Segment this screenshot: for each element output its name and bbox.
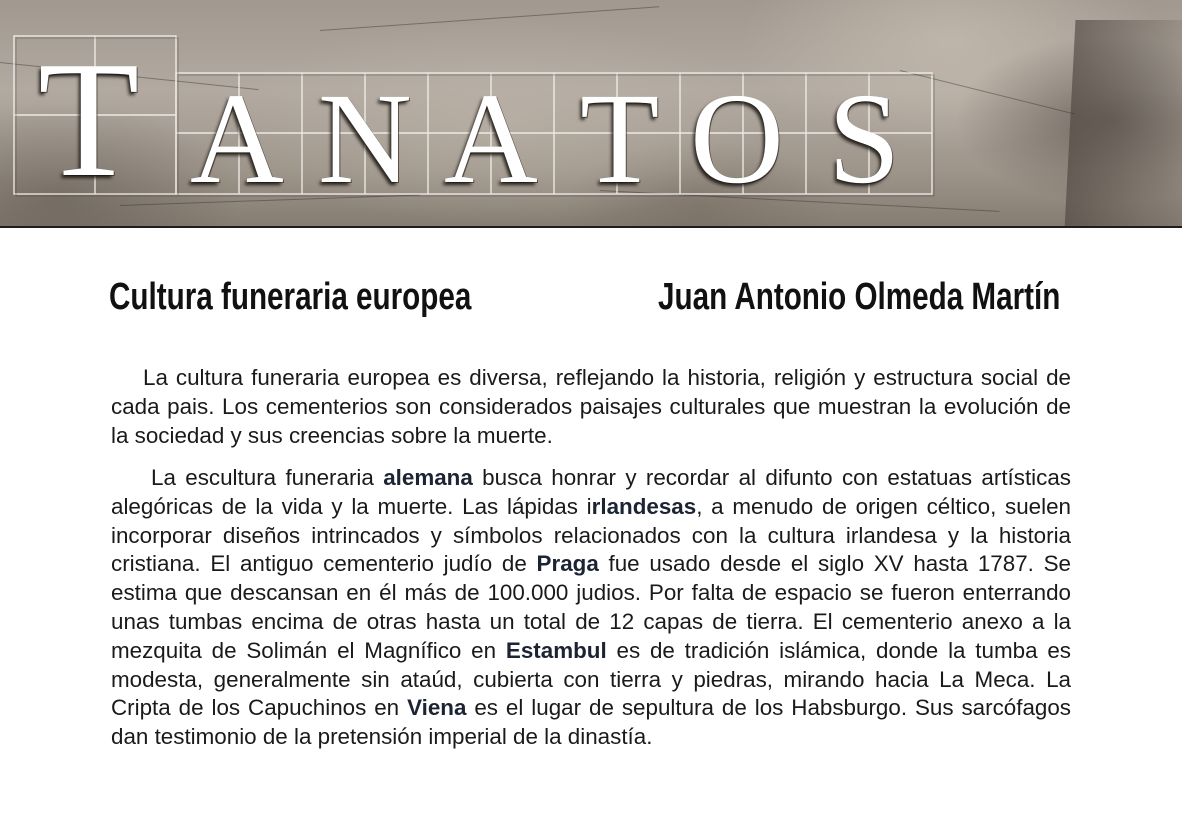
title-letter: T — [580, 67, 660, 211]
header-banner — [0, 0, 1182, 228]
title-letter: A — [190, 67, 284, 211]
title-letter: N — [318, 67, 412, 211]
paragraph-text: fue usado desde el siglo XV hasta 1787. Se estima que descansan en él más de 100.000 judios. Por falta de espacio se fueron enterrando unas tumbas encima de otras hasta un total de 12 capas de tierra. El cementerio anexo a la mezquita de Solimán el Magnífico en — [111, 551, 1071, 663]
highlight-country: rlandesas — [591, 493, 697, 519]
paragraph-text: , a menudo de origen céltico, suelen incorporar diseños intrincados y símbolos relacionados con la cultura irlandesa y la historia cristiana. El antiguo cementerio judío de — [111, 493, 1072, 577]
article-topic: Cultura funeraria europea — [109, 276, 472, 318]
paragraph-intro — [111, 364, 1071, 450]
paragraph-text: busca honrar y recordar al difunto con estatuas artísticas alegóricas de la vida y la muerte. Las lápidas i — [111, 465, 1071, 519]
paragraph-examples — [111, 464, 1071, 752]
title-letter: O — [690, 67, 784, 211]
paragraph-text: es de tradición islámica, donde la tumba es modesta, generalmente sin ataúd, cubierta con tierra y piedras, mirando hacia La Meca. La Cripta de los Capuchinos en — [111, 637, 1071, 721]
paragraph-text: La escultura funeraria — [151, 465, 384, 490]
title-letter: S — [828, 67, 901, 211]
highlight-city: Praga — [536, 551, 599, 577]
highlight-city: Viena — [407, 695, 467, 721]
paragraph-text: La cultura funeraria europea es diversa, reflejando la historia, religión y estructura social de cada pais. Los cementerios son considerados paisajes culturales que muestran la evolución de la sociedad y sus creencias sobre la muerte. — [111, 365, 1071, 448]
paragraph-text: es el lugar de sepultura de los Habsburgo. Sus sarcófagos dan testimonio de la pretensión imperial de la dinastía. — [111, 695, 1072, 750]
title-wordmark — [0, 0, 1182, 226]
highlight-country: alemana — [383, 465, 473, 490]
title-letter: T — [38, 27, 140, 211]
highlight-city: Estambul — [505, 637, 607, 663]
article-author: Juan Antonio Olmeda Martín — [658, 276, 1061, 318]
title-letter: A — [444, 67, 538, 211]
